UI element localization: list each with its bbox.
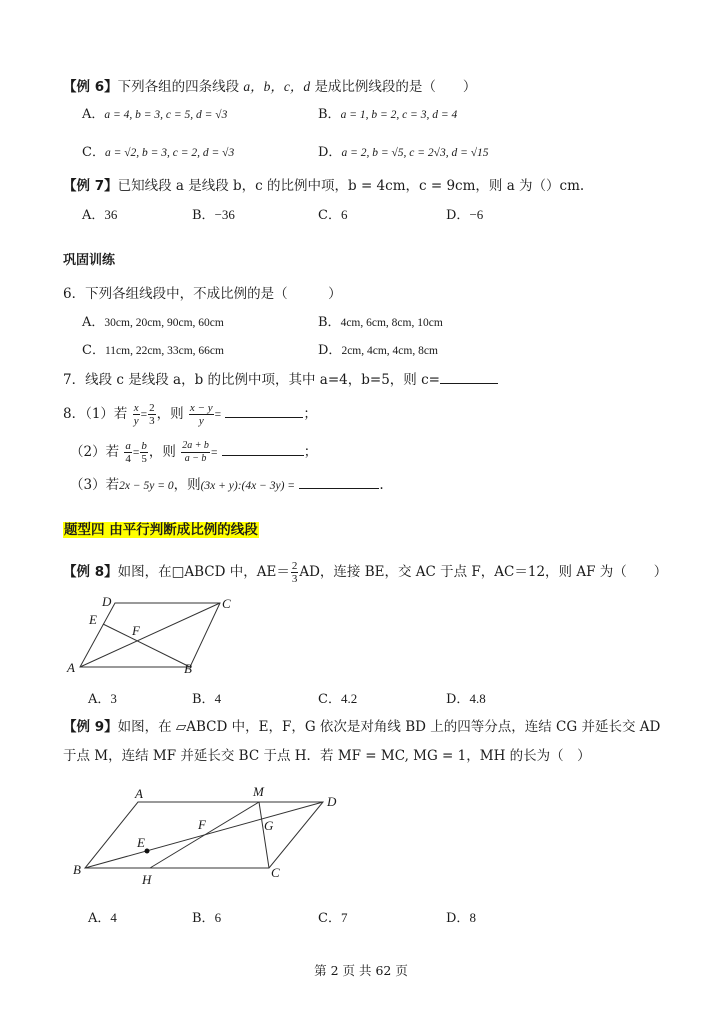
part-mid: ，则 [173,477,201,493]
label-f: F [132,623,140,638]
point-e [145,849,150,854]
example-8-stem-b: AD，连接 BE，交 AC 于点 F，AC＝12，则 AF 为（ ） [299,564,668,580]
option-label: C． [82,343,105,358]
option-text: 7 [340,910,348,925]
option-label: C． [318,208,341,223]
answer-blank[interactable] [225,405,303,418]
practice-q8-part1: 8．（1）若 $\frac{x}{y}$ = $\frac{2}{3}$ ，则 $\frac{x - y}{y}$ = ； [63,402,317,427]
section-4-title: 题型四 由平行判断成比例的线段 [64,522,258,538]
label-e: E [89,612,97,627]
example-9-question-line2: 于点 M，连结 MF 并延长交 BC 于点 H．若 MF = MC, MG = 1，MH 的长为（ ） [63,748,591,764]
part-prefix: 8．（1）若 [63,406,128,422]
example-6-question [63,78,476,96]
label-b: B [73,862,81,877]
label-a: A [135,786,143,801]
example-9-option-b [192,909,221,928]
label-d: D [327,794,337,809]
numerator: 2 [291,560,298,572]
example-8-option-b [192,690,221,709]
denominator: 3 [149,415,155,427]
example-7-option-b [192,206,235,225]
answer-blank[interactable] [440,371,498,384]
part-end: . [379,477,384,493]
example-8-figure [60,590,250,675]
practice-q6-stem: 6．下列各组线段中，不成比例的是（ ） [63,286,342,302]
option-text: 8 [469,910,476,925]
option-text: 30cm, 20cm, 90cm, 60cm [104,317,224,329]
example-7-tag: 【例 7】 [63,178,118,194]
label-c: C [271,865,280,880]
example-6-option-a [82,106,227,124]
option-text: 4.8 [469,691,486,706]
fraction [140,440,148,465]
part-prefix: （2）若 [70,444,120,460]
option-text: −6 [469,207,484,222]
part-mid: ，则 [156,406,184,422]
option-label: B． [192,692,215,707]
section-4-heading [63,521,259,539]
label-h: H [142,872,152,887]
option-text: 6 [340,207,348,222]
option-text: 4 [214,691,222,706]
diagonal-ac [80,603,220,667]
option-label: C． [82,145,105,160]
fraction [291,560,299,585]
practice-q6-option-a [82,314,224,332]
option-text: 11cm, 22cm, 33cm, 66cm [104,345,224,357]
numerator: a [125,440,131,452]
example-8-stem-a: 如图，在□ABCD 中，AE＝ [117,564,290,580]
denominator: 5 [141,453,147,465]
practice-q6-option-d [318,342,438,360]
label-e: E [137,835,145,850]
example-8-question [63,560,667,585]
fraction [124,440,132,465]
option-label: A． [82,315,105,330]
option-text: a = 4, b = 3, c = 5, d = √3 [104,109,228,121]
option-text: −36 [214,207,235,222]
example-7-option-a [82,206,117,225]
segment-be [103,624,190,667]
example-6-stem-end: 是成比例线段的是（ ） [314,79,477,95]
example-6-option-d [318,144,489,162]
option-label: C． [318,692,341,707]
practice-q8-part3 [70,476,384,495]
example-7-question [63,177,584,195]
example-9-tag: 【例 9】 [63,719,118,735]
option-text: 4 [110,910,117,925]
part-mid: ，则 [148,444,176,460]
equals: = [140,409,148,421]
answer-blank[interactable] [299,476,379,489]
denominator: 4 [125,453,131,465]
segment-mc [259,802,269,868]
example-8-tag: 【例 8】 [63,564,118,580]
option-label: A． [82,208,105,223]
expression: (3x + y):(4x − 3y) = [200,480,296,492]
numerator: x − y [189,402,213,414]
denominator: y [133,415,139,427]
answer-blank[interactable] [222,443,304,456]
denominator: 3 [291,573,298,585]
option-text: 6 [214,910,222,925]
option-label: A． [88,911,111,926]
example-9-option-a [88,909,117,928]
option-label: B． [318,107,341,122]
option-label: A． [82,107,105,122]
example-7-stem: 已知线段 a 是线段 b，c 的比例中项，b = 4cm，c = 9cm，则 a 为（）cm. [117,178,585,194]
example-8-option-d [446,690,486,709]
option-text: a = √2, b = 3, c = 2, d = √3 [104,147,235,159]
example-9-question-line1 [63,718,660,736]
option-text: 4.2 [340,691,358,706]
example-9-line1: 如图，在 ▱ABCD 中，E，F，G 依次是对角线 BD 上的四等分点，连结 CG 并延长交 AD [117,719,661,735]
option-label: C． [318,911,341,926]
option-text: 3 [110,691,117,706]
option-text: 2cm, 4cm, 4cm, 8cm [341,345,438,357]
option-label: A． [88,692,111,707]
numerator: 2 [149,402,155,414]
segment-mh [150,802,259,868]
part-end: ； [303,444,318,460]
equals: = [132,447,140,459]
fraction [189,402,214,427]
label-d: D [102,594,112,609]
example-9-option-c [318,909,347,928]
condition: 2x − 5y = 0 [119,480,174,492]
option-label: D． [446,911,470,926]
option-label: D． [318,145,342,160]
example-6-vars: a，b，c，d [243,79,311,94]
example-8-option-c [318,690,357,709]
label-c: C [222,596,231,611]
example-7-option-c [318,206,347,225]
practice-q7-stem: 7．线段 c 是线段 a，b 的比例中项，其中 a=4，b=5，则 c= [63,372,440,388]
example-6-stem: 下列各组的四条线段 [117,79,240,95]
label-a: A [67,660,75,675]
example-9-figure [65,778,365,890]
fraction [133,402,140,427]
label-m: M [253,784,264,799]
example-6-option-b [318,106,457,124]
numerator: 2a + b [182,440,209,451]
label-f: F [198,817,206,832]
page-footer: 第 2 页 共 62 页 [314,963,408,978]
option-text: 4cm, 6cm, 8cm, 10cm [340,317,443,329]
part-end: ； [303,406,317,422]
label-g: G [264,818,274,833]
example-7-option-d [446,206,483,225]
label-b: B [184,661,192,675]
example-6-tag: 【例 6】 [63,79,118,95]
part-prefix: （3）若 [70,477,120,493]
example-6-option-c [82,144,234,162]
denominator: y [198,415,204,427]
option-label: D． [446,692,470,707]
option-text: a = 2, b = √5, c = 2√3, d = √15 [341,147,489,159]
practice-q7 [63,371,498,389]
option-text: 36 [104,207,118,222]
numerator: x [133,402,139,414]
practice-q6-option-c [82,342,224,360]
option-label: B． [192,208,215,223]
option-label: D． [318,343,342,358]
fraction [148,402,156,427]
practice-q6-option-b [318,314,443,332]
denominator: a − b [184,453,207,464]
example-9-option-d [446,909,476,928]
option-label: D． [446,208,470,223]
option-text: a = 1, b = 2, c = 3, d = 4 [340,109,458,121]
numerator: b [141,440,147,452]
option-label: B． [192,911,215,926]
option-label: B． [318,315,341,330]
example-8-option-a [88,690,117,709]
practice-q8-part2: （2）若 $\frac{a}{4}$ = $\frac{b}{5}$ ，则 $\frac{2a + b}{a - b}$ = ； [70,440,318,465]
practice-heading: 巩固训练 [63,253,116,268]
fraction [181,440,210,465]
